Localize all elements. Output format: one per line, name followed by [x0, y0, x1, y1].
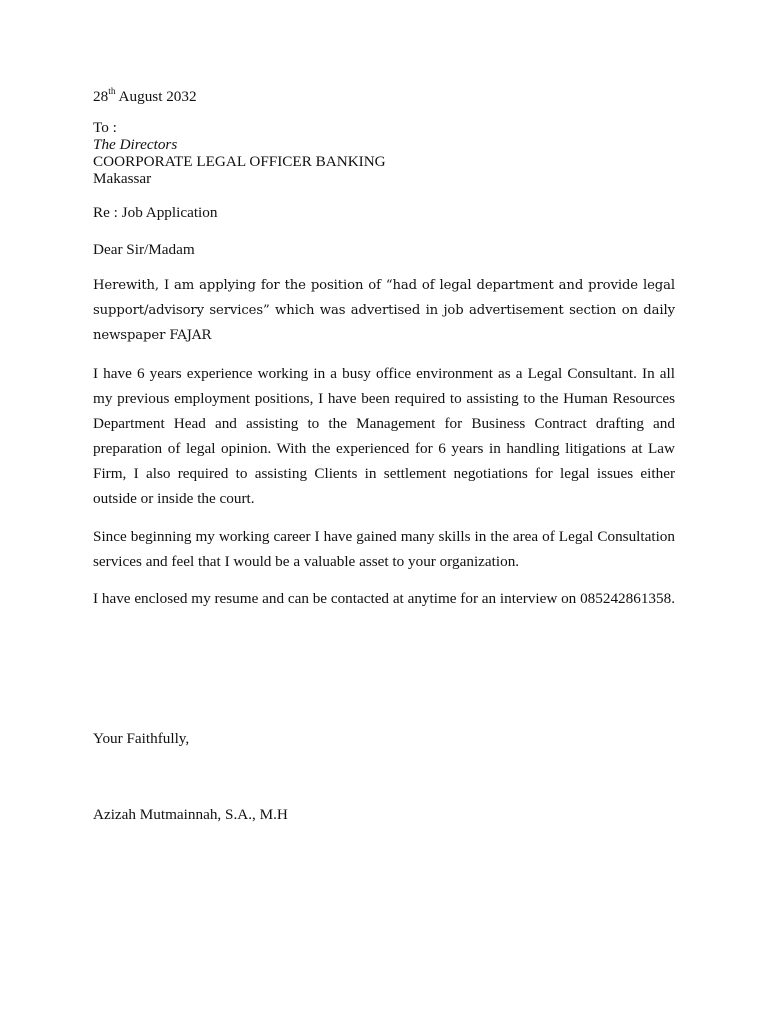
letter-date [93, 88, 675, 105]
company-name: COORPORATE LEGAL OFFICER BANKING [93, 153, 386, 170]
date-month-year: August 2032 [115, 88, 197, 105]
subject-line: Re : Job Application [93, 204, 218, 221]
closing: Your Faithfully, [93, 730, 190, 747]
to-label: To : [93, 119, 117, 136]
date-ordinal-suffix: th [108, 86, 116, 97]
date-day: 28 [93, 88, 109, 105]
signature-name: Azizah Mutmainnah, S.A., M.H [93, 806, 288, 823]
recipient-block [93, 119, 675, 187]
city: Makassar [93, 170, 152, 187]
paragraph-skills: Since beginning my working career I have gained many skills in the area of Legal Consultation services and feel that I would be a valuable asset to your organization. [93, 528, 675, 570]
paragraph-contact: I have enclosed my resume and can be contacted at anytime for an interview on 085242861358. [93, 590, 675, 607]
addressee: The Directors [93, 136, 178, 153]
paragraph-experience: I have 6 years experience working in a busy office environment as a Legal Consultant. In all my previous employment positions, I have been required to assisting to the Human Resources Department Head and assisting to the Management for Business Contract drafting and preparation of legal opinion. With the experienced for 6 years in handling litigations at Law Firm, I also required to assisting Clients in settlement negotiations for legal issues either outside or inside the court. [93, 365, 675, 507]
paragraph-application: Herewith, I am applying for the position of “had of legal department and provide legal support/advisory services” which was advertised in job advertisement section on daily newspaper FAJAR [93, 278, 675, 343]
salutation: Dear Sir/Madam [93, 241, 195, 258]
